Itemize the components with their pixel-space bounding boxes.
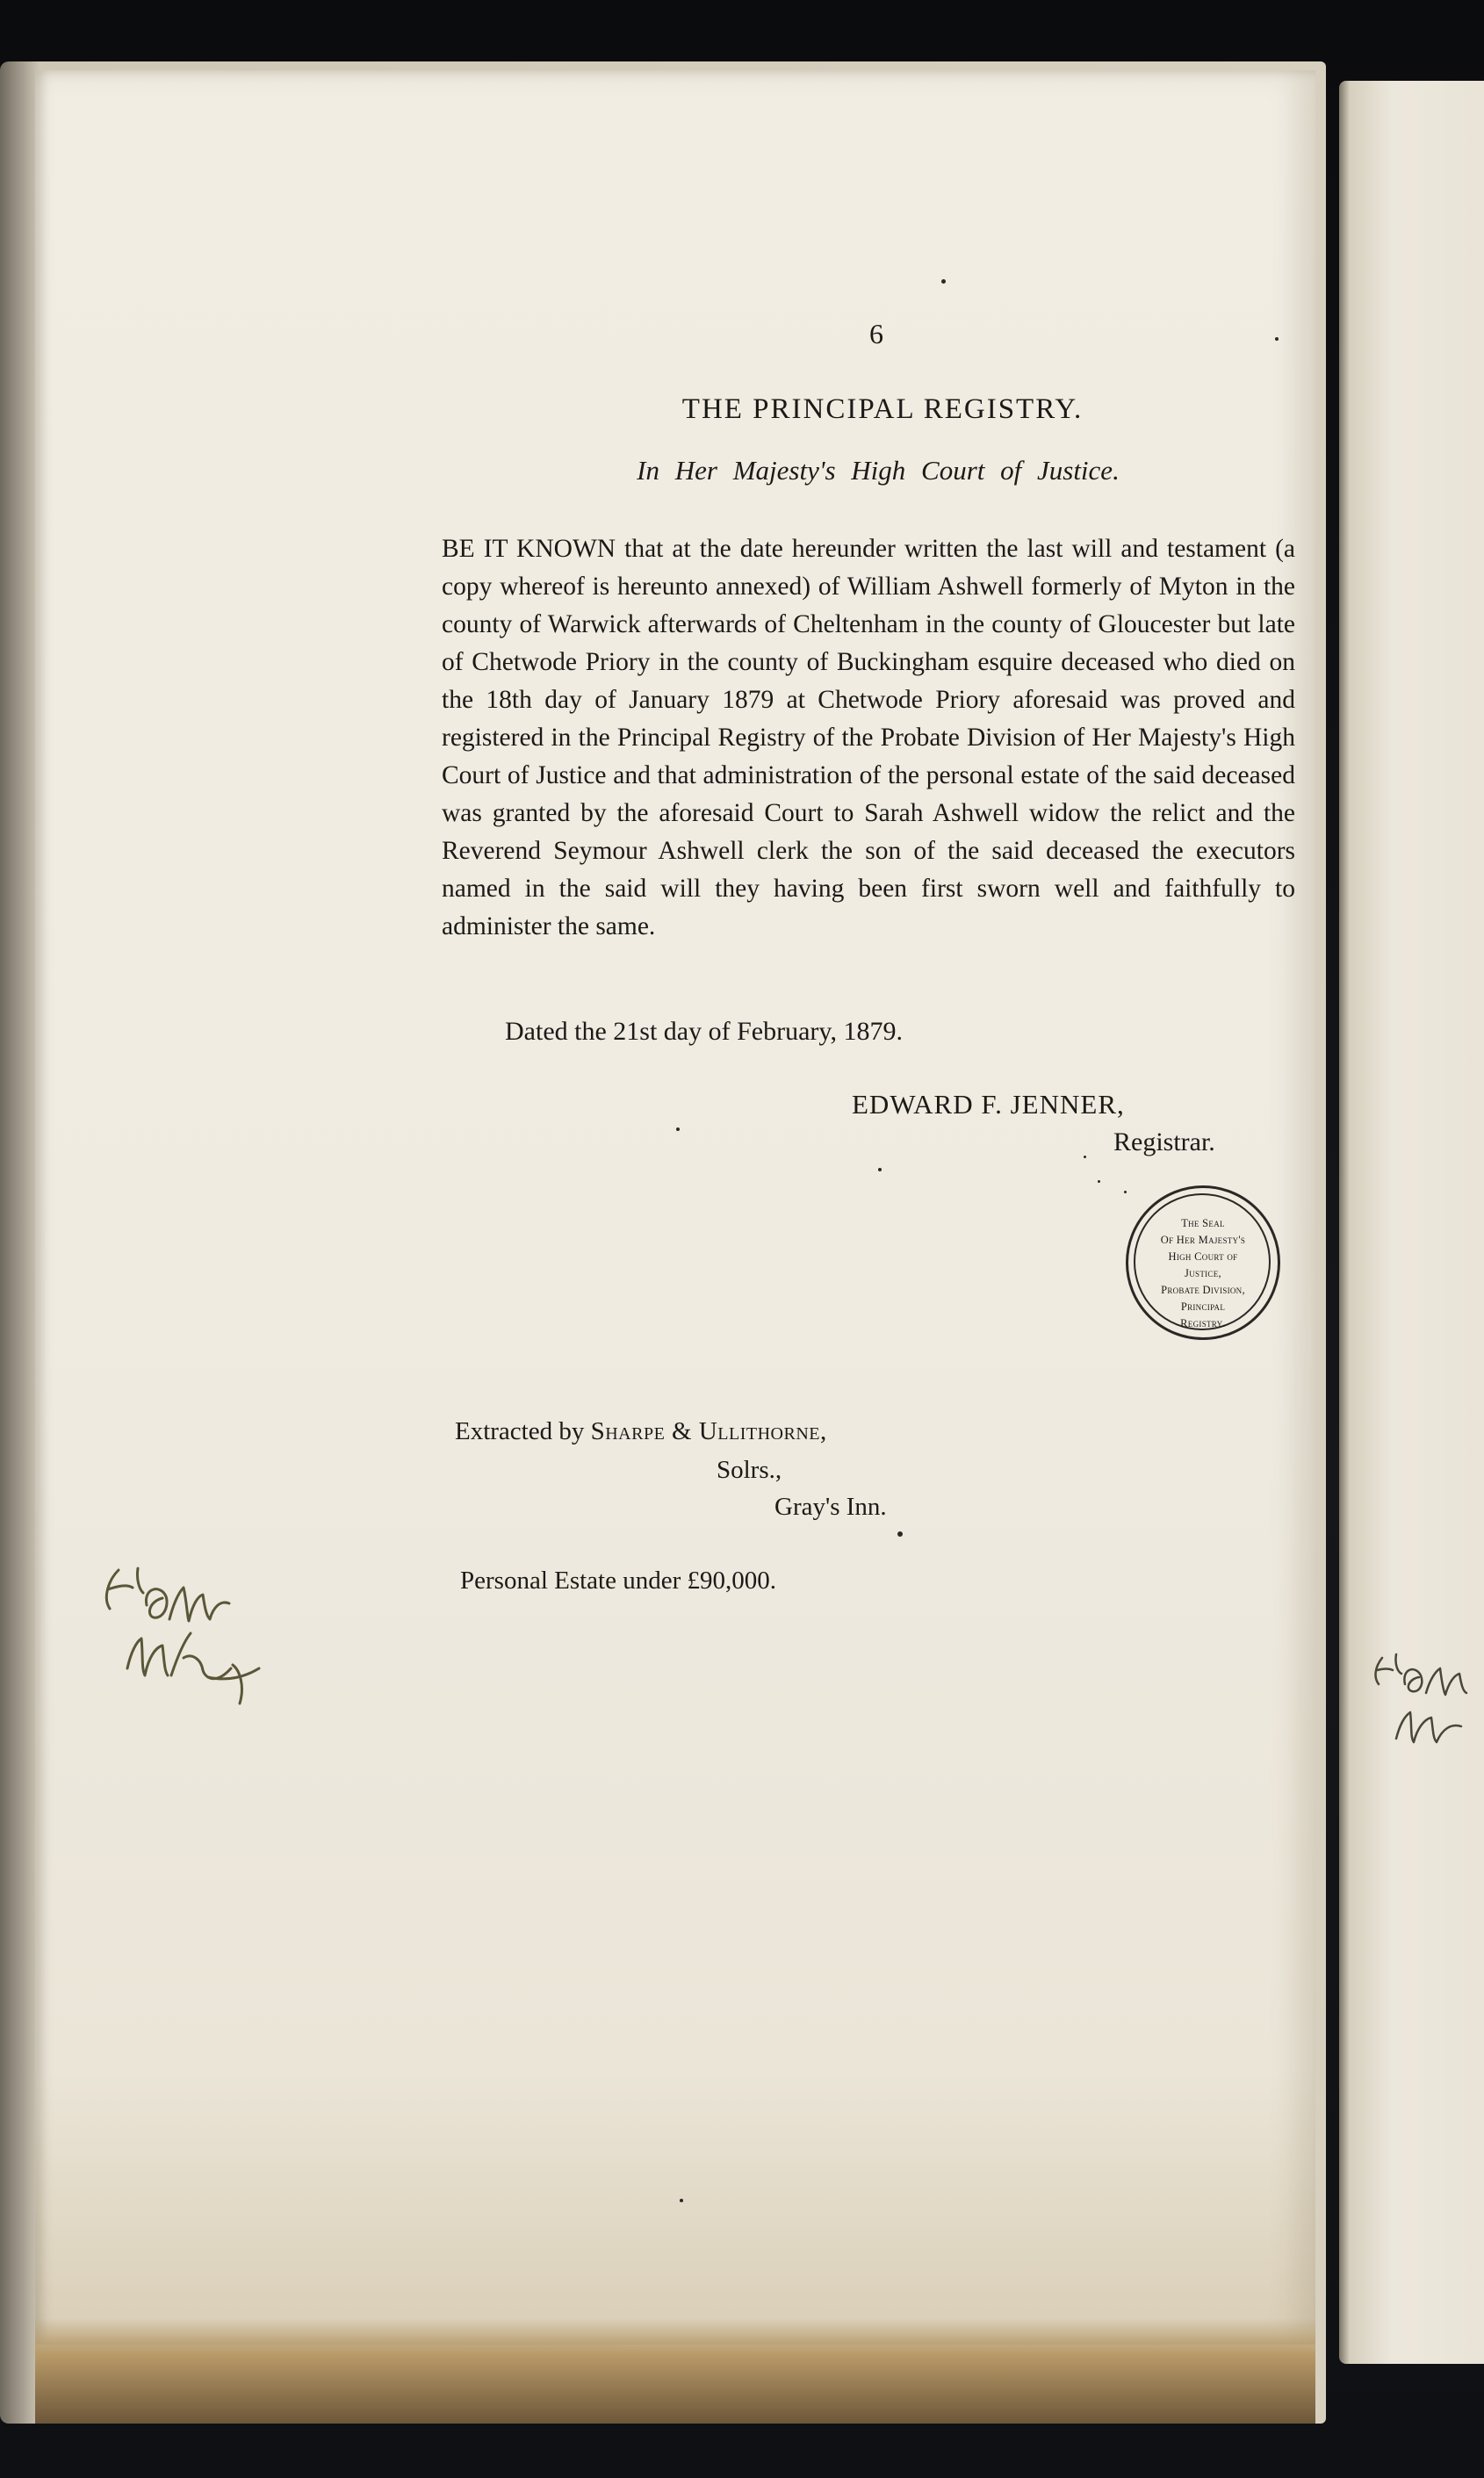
seal-line: Principal	[1180, 1300, 1226, 1313]
seal-line: Registry.	[1180, 1317, 1226, 1329]
firm-address: Gray's Inn.	[774, 1493, 887, 1521]
solicitor-firm: Sharpe & Ullithorne,	[590, 1417, 827, 1445]
seal-line: The Seal	[1181, 1217, 1225, 1229]
paper-speck	[1124, 1191, 1127, 1193]
page-heading: THE PRINCIPAL REGISTRY.	[681, 393, 1084, 425]
handwritten-signature-icon	[92, 1554, 277, 1765]
paper-speck	[1084, 1156, 1086, 1158]
probate-body-text	[442, 530, 1295, 946]
extracted-prefix: Extracted by	[455, 1417, 591, 1445]
paper-speck	[878, 1168, 882, 1171]
seal-line: Justice,	[1185, 1267, 1221, 1279]
paper-speck	[941, 279, 946, 284]
body-paragraph: BE IT KNOWN that at the date hereunder written the last will and testament (a copy whereof is hereunto annexed) of William Ashwell formerly of Myton in the county of Warwick afterwards of Cheltenham in the county of Gloucester but late of Chetwode Priory in the county of Buckingham esquire deceased who died on the 18th day of January 1879 at Chetwode Priory aforesaid was proved and registered in the Principal Registry of the Probate Division of Her Majesty's High Court of Justice and that administration of the personal estate of the said deceased was granted by the aforesaid Court to Sarah Ashwell widow the relict and the Reverend Seymour Ashwell clerk the son of the said deceased the executors named in the said will they having been first sworn well and faithfully to administer the same.	[442, 535, 1295, 940]
page-bottom-stain	[35, 2318, 1315, 2424]
page-number: 6	[869, 318, 883, 349]
seal-line: High Court of	[1168, 1250, 1238, 1263]
date-line: Dated the 21st day of February, 1879.	[505, 1017, 903, 1046]
court-seal	[1126, 1185, 1280, 1340]
paper-speck	[897, 1531, 903, 1537]
paper-speck	[1098, 1180, 1100, 1183]
registrar-title: Registrar.	[1113, 1127, 1215, 1156]
handwritten-signature-icon	[1370, 1642, 1484, 1756]
seal-text	[1138, 1215, 1268, 1332]
seal-line: Probate Division,	[1161, 1284, 1245, 1296]
paper-speck	[1275, 337, 1279, 341]
seal-line: Of Her Majesty's	[1160, 1234, 1246, 1246]
extracted-by-line	[455, 1417, 1070, 1446]
paper-speck	[680, 2199, 683, 2202]
solicitors-label: Solrs.,	[717, 1456, 782, 1484]
facing-page	[1339, 81, 1484, 2364]
registrar-name: EDWARD F. JENNER,	[852, 1089, 1125, 1120]
page-subheading: In Her Majesty's High Court of Justice.	[637, 455, 1120, 486]
paper-speck	[676, 1127, 680, 1131]
personal-estate-value: Personal Estate under £90,000.	[460, 1567, 777, 1595]
